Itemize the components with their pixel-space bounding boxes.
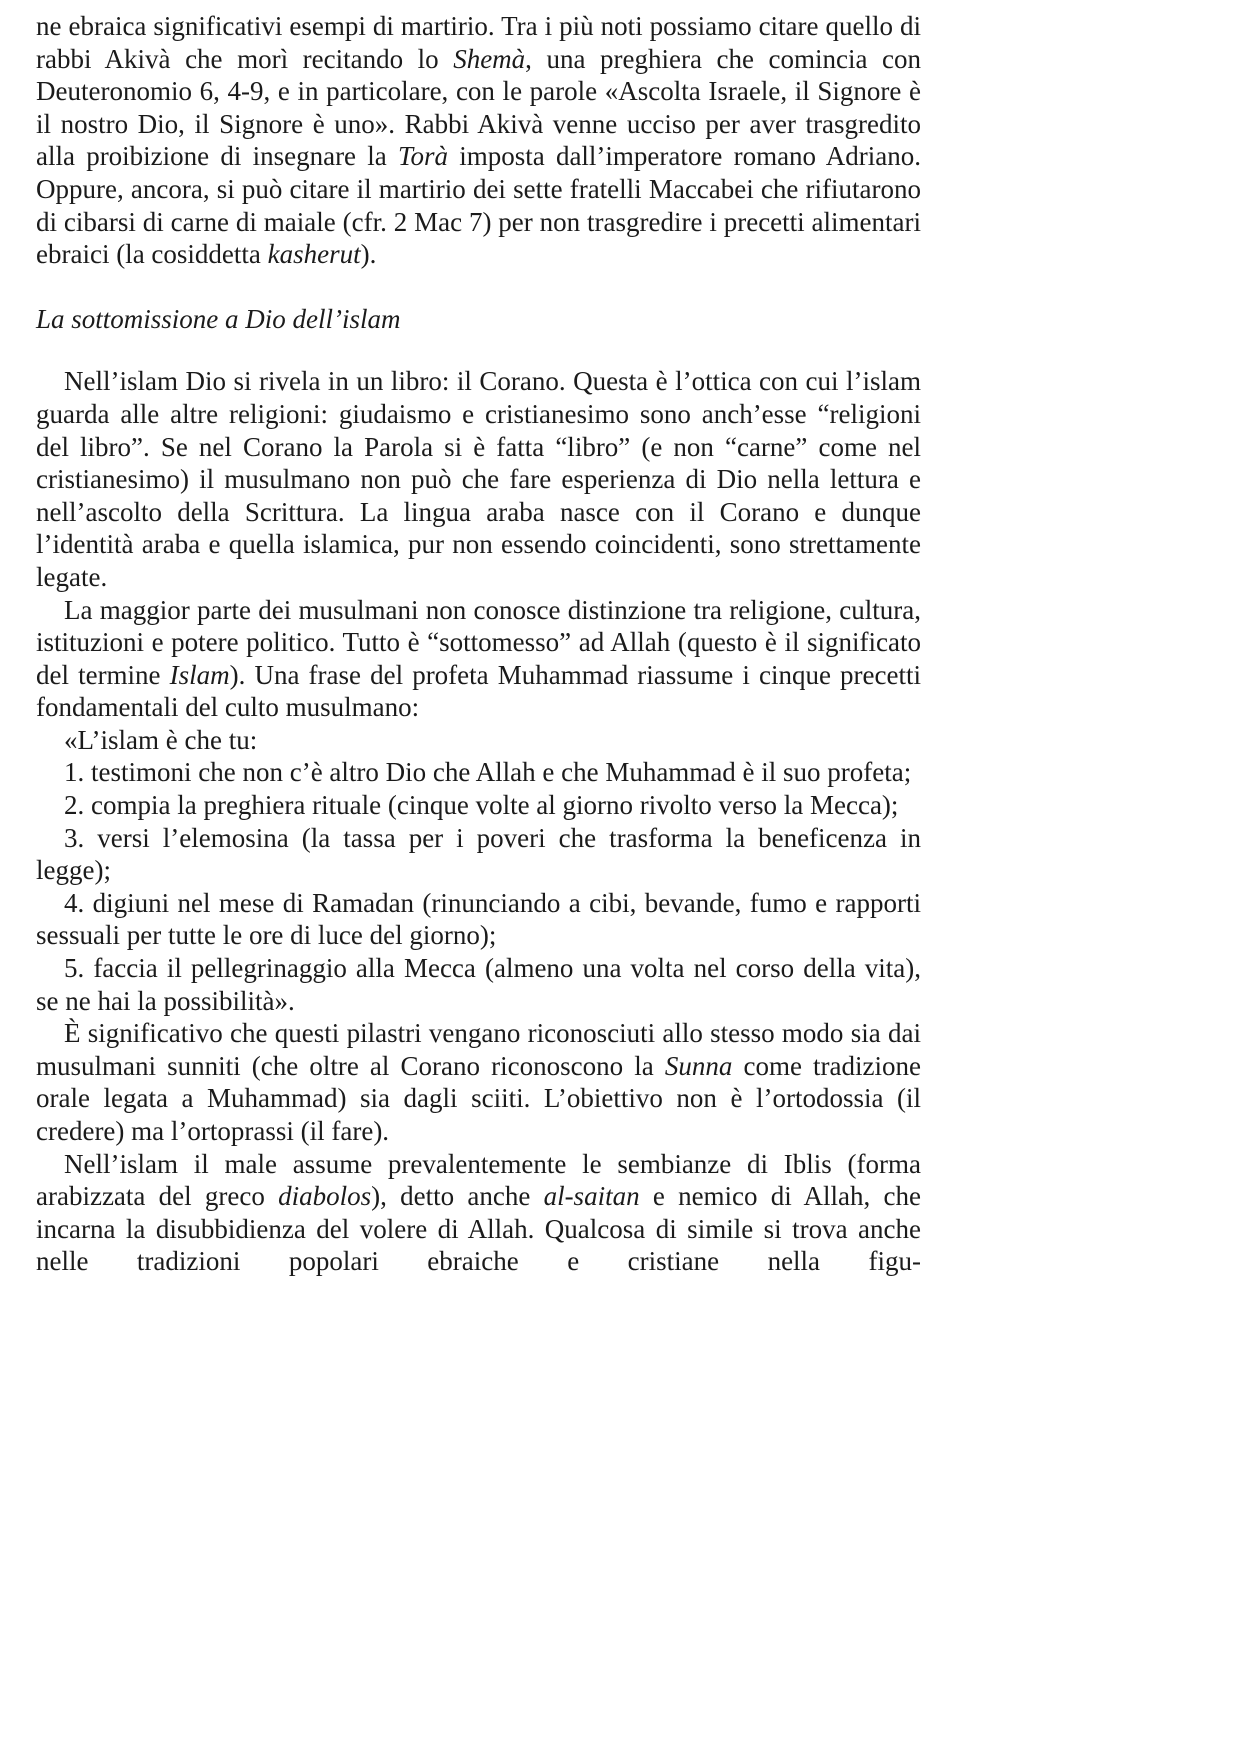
paragraph-iblis: Nell’islam il male assume prevalentemente le sembianze di Iblis (forma arabizzata del greco diabolos), detto anche al-saitan e nemico di Allah, che incarna la disubbidienza del volere di Allah. Qualcosa di simile si trova anche nelle tradizioni popolari ebraiche e cristiane nella figu- [36, 1148, 922, 1277]
pillar-item: 4. digiuni nel mese di Ramadan (rinunciando a cibi, bevande, fumo e rapporti sessuali per tutte le ore di luce del giorno); [36, 887, 921, 951]
section-heading: La sottomissione a Dio dell’islam [36, 303, 401, 334]
pillar-item: 3. versi l’elemosina (la tassa per i poveri che trasforma la beneficenza in legge); [36, 822, 921, 886]
paragraph-martyrdom: ne ebraica significativi esempi di martirio. Tra i più noti possiamo citare quello di rabbi Akivà che morì recitando lo Shemà, una preghiera che comincia con Deuteronomio 6, 4-9, e in particolare, con le parole «Ascolta Israele, il Signore è il nostro Dio, il Signore è uno». Rabbi Akivà venne ucciso per aver trasgredito alla proibizione di insegnare la Torà imposta dall’imperatore romano Adriano. Oppure, ancora, si può citare il martirio dei sette fratelli Maccabei che rifiutarono di cibarsi di carne di maiale (cfr. 2 Mac 7) per non trasgredire i precetti alimentari ebraici (la cosiddetta kasherut). [36, 11, 922, 270]
pillar-item: 2. compia la preghiera rituale (cinque volte al giorno rivolto verso la Mecca); [64, 790, 899, 821]
paragraph-submission: La maggior parte dei musulmani non conosce distinzione tra religione, cultura, istituzioni e potere politico. Tutto è “sottomesso” ad Allah (questo è il significato del termine Islam). Una frase del profeta Muhammad riassume i cinque precetti fondamentali del culto musulmano: [36, 594, 921, 723]
book-page [36, 10, 921, 1278]
paragraph-pillars-recognition: È significativo che questi pilastri vengano riconosciuti allo stesso modo sia dai musulmani sunniti (che oltre al Corano riconoscono la Sunna come tradizione orale legata a Muhammad) sia dagli sciiti. L’obiettivo non è l’ortodossia (il credere) ma l’ortoprassi (il fare). [36, 1018, 922, 1146]
pillars-intro: «L’islam è che tu: [64, 724, 258, 755]
pillar-item: 5. faccia il pellegrinaggio alla Mecca (almeno una volta nel corso della vita), se ne hai la possibilità». [36, 953, 921, 1016]
paragraph-quran: Nell’islam Dio si rivela in un libro: il Corano. Questa è l’ottica con cui l’islam guarda alle altre religioni: giudaismo e cristianesimo sono anch’esse “religioni del libro”. Se nel Corano la Parola si è fatta “libro” (e non “carne” come nel cristianesimo) il musulmano non può che fare esperienza di Dio nella lettura e nell’ascolto della Scrittura. La lingua araba nasce con il Corano e dunque l’identità araba e quella islamica, pur non essendo coincidenti, sono strettamente legate. [36, 366, 921, 592]
pillar-item: 1. testimoni che non c’è altro Dio che Allah e che Muhammad è il suo profeta; [64, 757, 912, 788]
